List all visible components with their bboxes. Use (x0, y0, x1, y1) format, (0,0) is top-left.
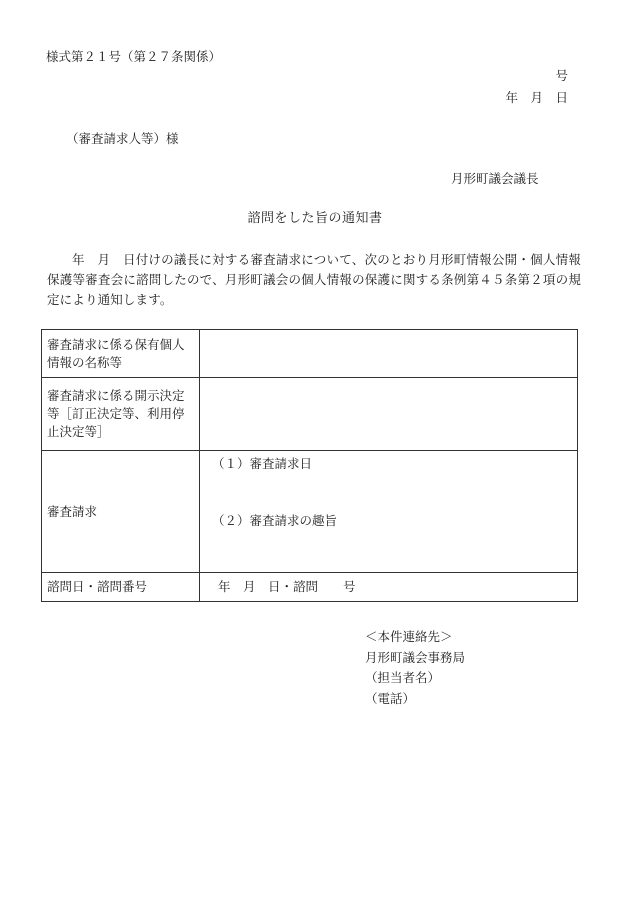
form-number: 様式第２１号（第２７条関係） (46, 49, 222, 64)
row-label-personal-info-name: 審査請求に係る保有個人情報の名称等 (42, 330, 200, 378)
row-value-personal-info-name (200, 330, 578, 378)
table-row (42, 573, 578, 602)
table-row (42, 330, 578, 378)
table-row (42, 378, 578, 451)
row-label-inquiry-date-number: 諮問日・諮問番号 (42, 573, 200, 602)
contact-phone: （電話） (365, 690, 416, 706)
row-label-disclosure-decision: 審査請求に係る開示決定等［訂正決定等、利用停止決定等］ (42, 378, 200, 451)
contact-block (365, 627, 465, 709)
document-number: 号 (555, 68, 568, 83)
row-value-review-request (200, 451, 578, 573)
row-value-disclosure-decision (200, 378, 578, 451)
review-request-date-item: （１）審査請求日 (212, 456, 313, 471)
recipient: （審査請求人等）様 (66, 131, 179, 146)
document-title: 諮問をした旨の通知書 (247, 211, 383, 226)
body-text: 年 月 日付けの議長に対する審査請求について、次のとおり月形町情報公開・個人情報保護等審査会に諮問したので、月形町議会の個人情報の保護に関する条例第４５条第２項の規定により通知します。 (47, 252, 581, 307)
row-label-review-request: 審査請求 (42, 451, 200, 573)
contact-heading: ＜本件連絡先＞ (365, 629, 453, 644)
contact-office: 月形町議会事務局 (365, 649, 466, 665)
sender: 月形町議会議長 (451, 171, 539, 186)
row-value-inquiry-date-number: 年 月 日・諮問 号 (200, 573, 578, 602)
contact-person: （担当者名） (365, 670, 441, 685)
document-date: 年 月 日 (505, 90, 568, 105)
table-row (42, 451, 578, 573)
review-request-purpose-item: （２）審査請求の趣旨 (212, 513, 338, 528)
info-table (41, 329, 578, 602)
